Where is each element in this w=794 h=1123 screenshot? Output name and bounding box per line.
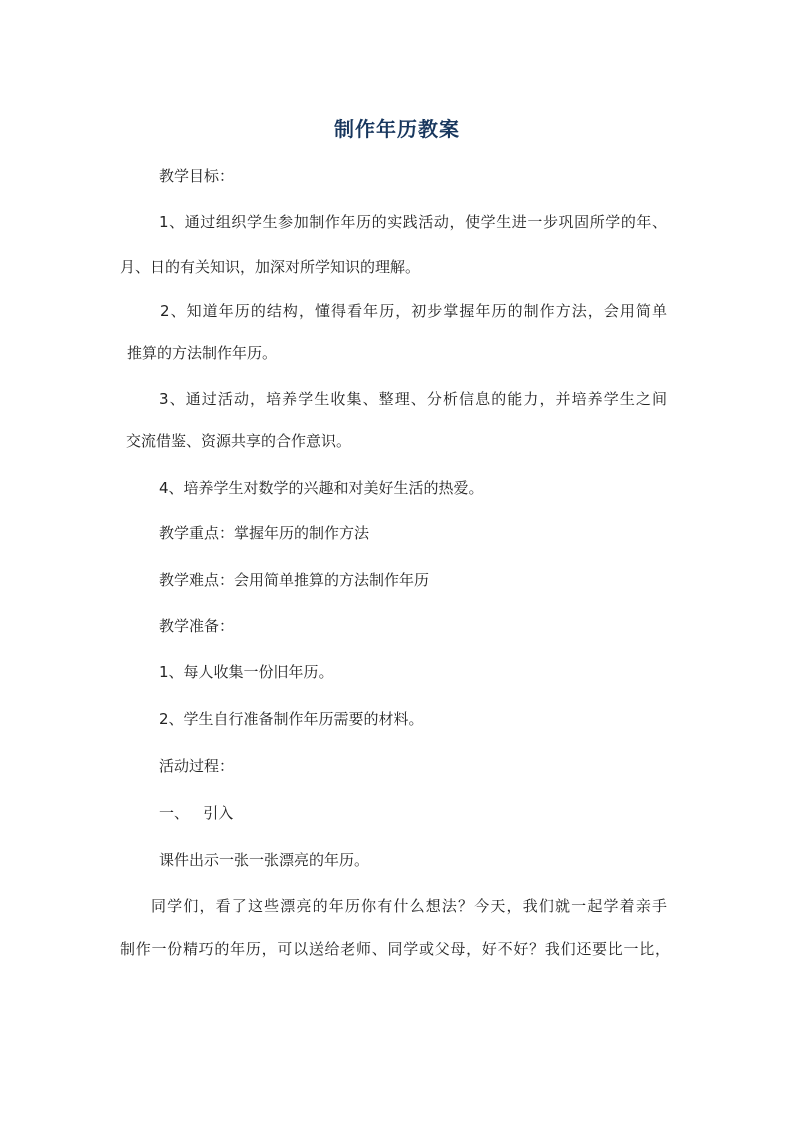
heading-teaching-goals: 教学目标： bbox=[159, 167, 235, 185]
goal-4-line: 4、培养学生对数学的兴趣和对美好生活的热爱。 bbox=[159, 479, 484, 497]
goal-3-line-1: 3、通过活动，培养学生收集、整理、分析信息的能力，并培养学生之间 bbox=[159, 390, 667, 408]
teaching-difficulty: 教学难点：会用简单推算的方法制作年历 bbox=[159, 571, 430, 589]
intro-courseware-line: 课件出示一张一张漂亮的年历。 bbox=[159, 851, 370, 869]
heading-teaching-preparation: 教学准备： bbox=[159, 617, 235, 635]
intro-paragraph-line-2: 制作一份精巧的年历，可以送给老师、同学或父母，好不好？我们还要比一比， bbox=[120, 940, 670, 958]
goal-1-line-1: 1、通过组织学生参加制作年历的实践活动，使学生进一步巩固所学的年、 bbox=[159, 213, 667, 231]
preparation-2: 2、学生自行准备制作年历需要的材料。 bbox=[159, 710, 424, 728]
goal-1-line-2: 月、日的有关知识，加深对所学知识的理解。 bbox=[120, 258, 421, 276]
teaching-key-point: 教学重点：掌握年历的制作方法 bbox=[159, 524, 370, 542]
goal-3-line-2: 交流借鉴、资源共享的合作意识。 bbox=[126, 432, 352, 450]
preparation-1: 1、每人收集一份旧年历。 bbox=[159, 663, 334, 681]
section-introduction: 一、 引入 bbox=[159, 804, 234, 822]
intro-paragraph-line-1: 同学们，看了这些漂亮的年历你有什么想法？今天，我们就一起学着亲手 bbox=[151, 897, 667, 915]
document-title: 制作年历教案 bbox=[334, 117, 460, 141]
heading-activity-process: 活动过程： bbox=[159, 757, 235, 775]
goal-2-line-2: 推算的方法制作年历。 bbox=[127, 344, 278, 362]
goal-2-line-1: 2、知道年历的结构，懂得看年历，初步掌握年历的制作方法，会用简单 bbox=[160, 302, 667, 320]
